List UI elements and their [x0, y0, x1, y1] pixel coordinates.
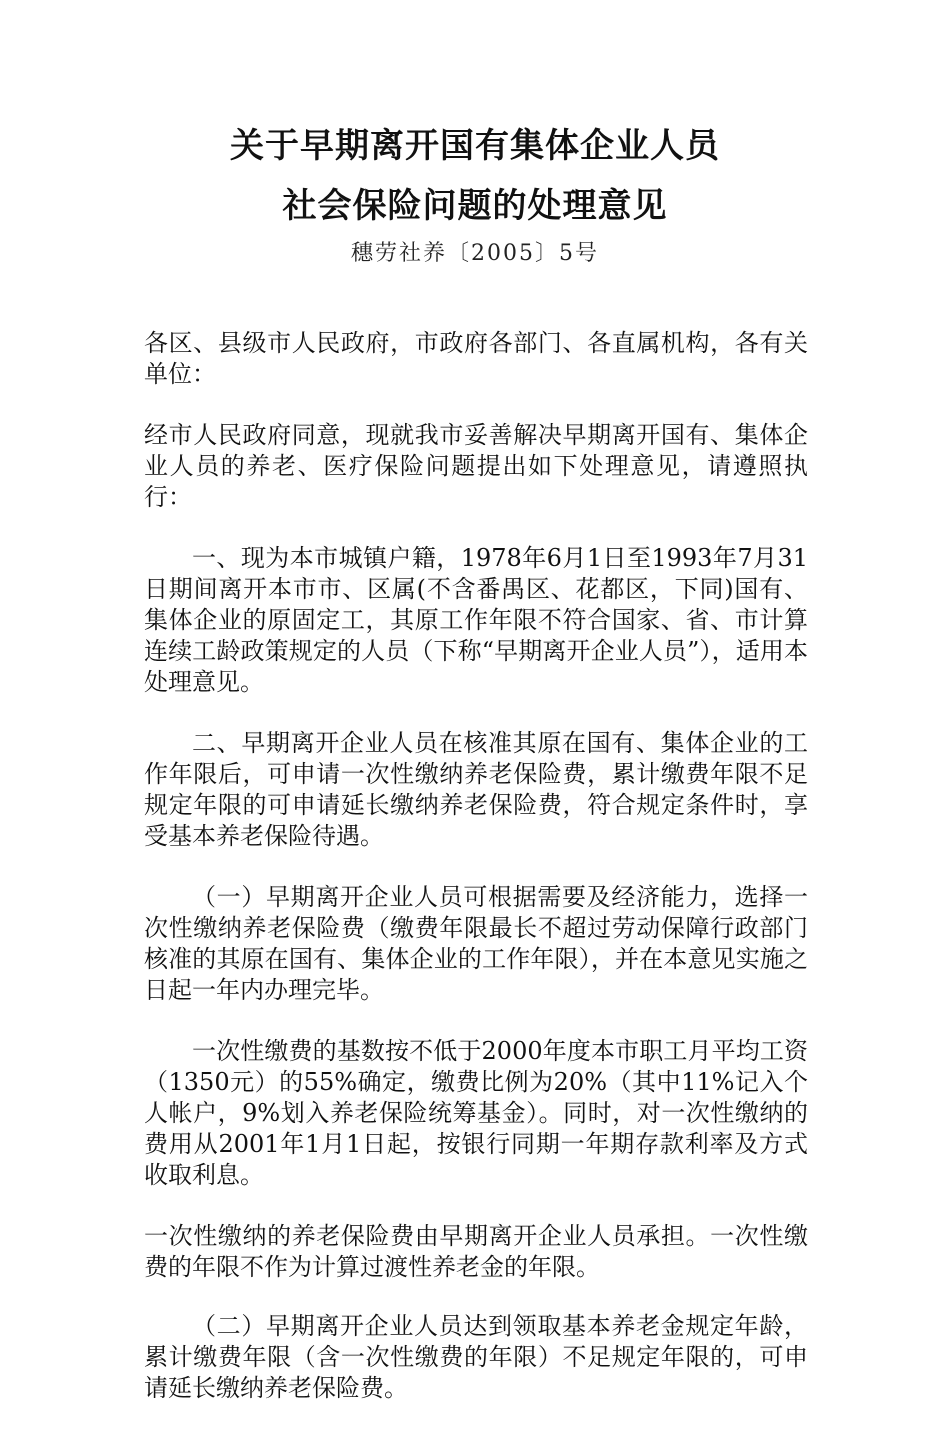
document-title-line2: 社会保险问题的处理意见 — [282, 186, 668, 226]
section-2-paragraph: 二、早期离开企业人员在核准其原在国有、集体企业的工作年限后，可申请一次性缴纳养老保险费，累计缴费年限不足规定年限的可申请延长缴纳养老保险费，符合规定条件时，享受基本养老保险待遇。 — [144, 729, 808, 850]
section-1-paragraph: 一、现为本市城镇户籍，1978年6月1日至1993年7月31日期间离开本市市、区属(不含番禺区、花都区，下同)国有、集体企业的原固定工，其原工作年限不符合国家、省、市计算连续工龄政策规定的人员（下称“早期离开企业人员”），适用本处理意见。 — [144, 544, 808, 696]
intro-paragraph: 经市人民政府同意，现就我市妥善解决早期离开国有、集体企业人员的养老、医疗保险问题提出如下处理意见，请遵照执行： — [144, 421, 808, 511]
subsection-1-paragraph: （一）早期离开企业人员可根据需要及经济能力，选择一次性缴纳养老保险费（缴费年限最长不超过劳动保障行政部门核准的其原在国有、集体企业的工作年限），并在本意见实施之日起一年内办理完毕。 — [144, 883, 808, 1004]
contribution-base-paragraph: 一次性缴费的基数按不低于2000年度本市职工月平均工资（1350元）的55%确定，缴费比例为20%（其中11%记入个人帐户，9%划入养老保险统筹基金）。同时，对一次性缴纳的费用从2001年1月1日起，按银行同期一年期存款利率及方式收取利息。 — [144, 1037, 808, 1189]
subsection-2-paragraph: （二）早期离开企业人员达到领取基本养老金规定年龄，累计缴费年限（含一次性缴费的年限）不足规定年限的，可申请延长缴纳养老保险费。 — [144, 1312, 808, 1402]
addressee-paragraph: 各区、县级市人民政府，市政府各部门、各直属机构，各有关单位： — [144, 329, 808, 388]
document-number: 穗劳社养〔2005〕5号 — [351, 241, 599, 266]
document-body — [144, 328, 808, 1434]
document-title-line1: 关于早期离开国有集体企业人员 — [230, 126, 720, 166]
contribution-burden-paragraph: 一次性缴纳的养老保险费由早期离开企业人员承担。一次性缴费的年限不作为计算过渡性养老金的年限。 — [144, 1222, 808, 1281]
